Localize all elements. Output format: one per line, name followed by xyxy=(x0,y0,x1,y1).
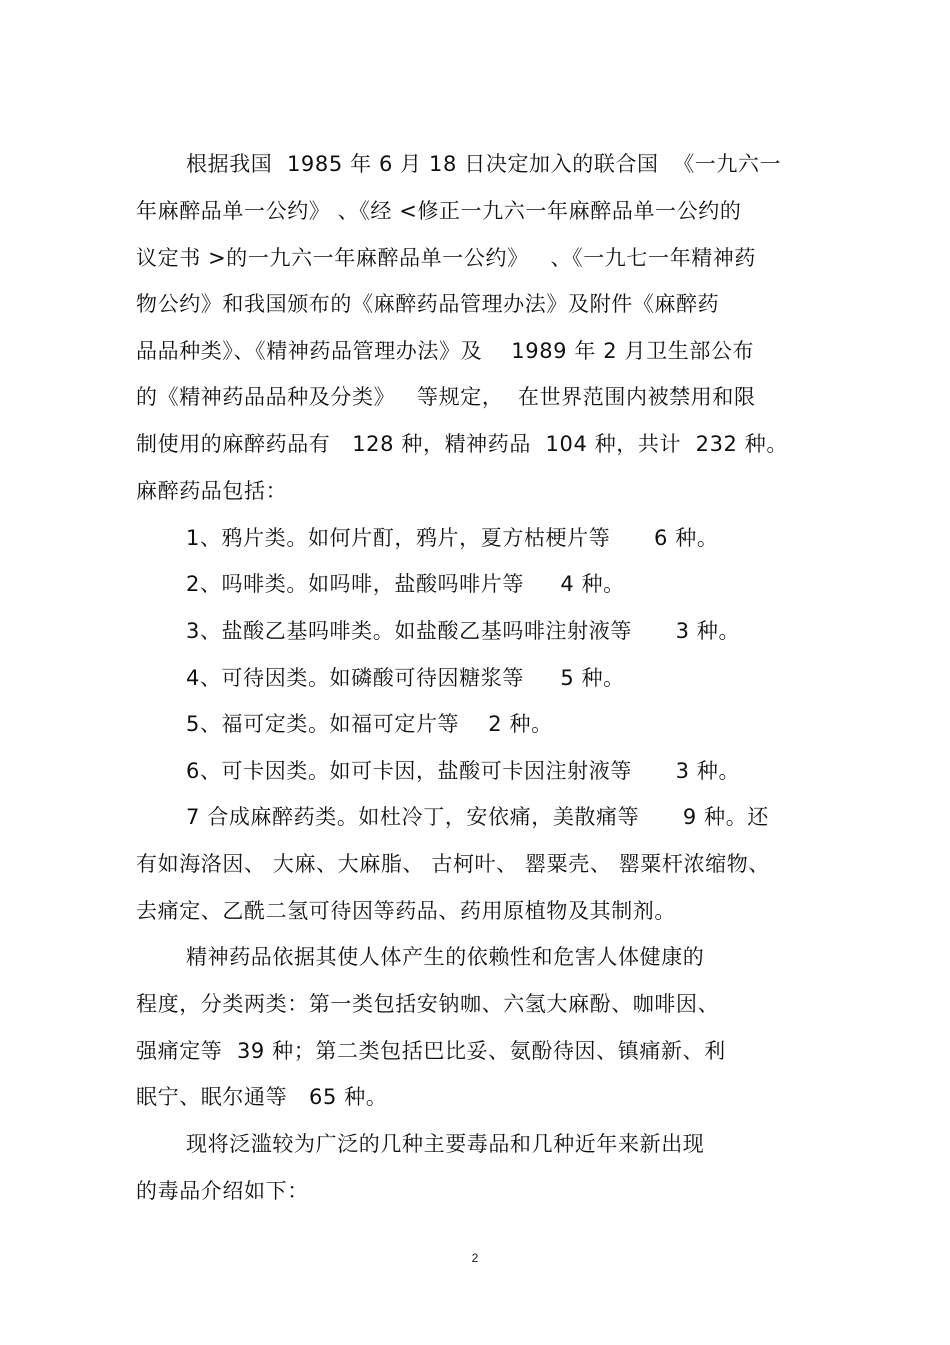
paragraph-1-line-8: 麻醉药品包括： xyxy=(136,479,288,503)
list-item-4: 4、可待因类。如磷酸可待因糖浆等 5 种。 xyxy=(186,666,625,690)
paragraph-2-line-4: 眠宁、眠尔通等 65 种。 xyxy=(136,1085,388,1109)
paragraph-1-line-6: 的《精神药品品种及分类》 等规定， 在世界范围内被禁用和限 xyxy=(136,385,756,409)
paragraph-1-line-7: 制使用的麻醉药品有 128 种，精神药品 104 种，共计 232 种。 xyxy=(136,432,788,456)
list-item-6: 6、可卡因类。如可卡因，盐酸可卡因注射液等 3 种。 xyxy=(186,759,741,783)
paragraph-1-line-3: 议定书 >的一九六一年麻醉品单一公约》 、《一九七一年精神药 xyxy=(136,246,756,270)
list-item-7-line-3: 去痛定、乙酰二氢可待因等药品、药用原植物及其制剂。 xyxy=(136,899,676,923)
list-item-7: 7 合成麻醉药类。如杜冷丁，安依痛，美散痛等 9 种。还 xyxy=(186,805,769,829)
paragraph-2-line-3: 强痛定等 39 种；第二类包括巴比妥、氨酚待因、镇痛新、利 xyxy=(136,1039,726,1063)
list-item-5: 5、福可定类。如福可定片等 2 种。 xyxy=(186,712,553,736)
paragraph-2-line-2: 程度，分类两类：第一类包括安钠咖、六氢大麻酚、咖啡因、 xyxy=(136,992,720,1016)
list-item-3: 3、盐酸乙基吗啡类。如盐酸乙基吗啡注射液等 3 种。 xyxy=(186,619,741,643)
paragraph-1-line-1: 根据我国 1985 年 6 月 18 日决定加入的联合国 《一九六一 xyxy=(186,152,782,176)
paragraph-3-line-2: 的毒品介绍如下： xyxy=(136,1179,309,1203)
paragraph-1-line-4: 物公约》和我国颁布的《麻醉药品管理办法》及附件《麻醉药 xyxy=(136,292,720,316)
list-item-2: 2、吗啡类。如吗啡，盐酸吗啡片等 4 种。 xyxy=(186,572,625,596)
list-item-7-line-2: 有如海洛因、 大麻、大麻脂、 古柯叶、 罂粟壳、 罂粟杆浓缩物、 xyxy=(136,852,770,876)
paragraph-1-line-2: 年麻醉品单一公约》 、《经 <修正一九六一年麻醉品单一公约的 xyxy=(136,199,742,223)
paragraph-3-line-1: 现将泛滥较为广泛的几种主要毒品和几种近年来新出现 xyxy=(186,1132,705,1156)
paragraph-1-line-5: 品品种类》、《精神药品管理办法》及 1989 年 2 月卫生部公布 xyxy=(136,339,755,363)
page-number: 2 xyxy=(471,1251,479,1265)
list-item-1: 1、鸦片类。如何片酊，鸦片，夏方枯梗片等 6 种。 xyxy=(186,526,719,550)
paragraph-2-line-1: 精神药品依据其使人体产生的依赖性和危害人体健康的 xyxy=(186,945,705,969)
